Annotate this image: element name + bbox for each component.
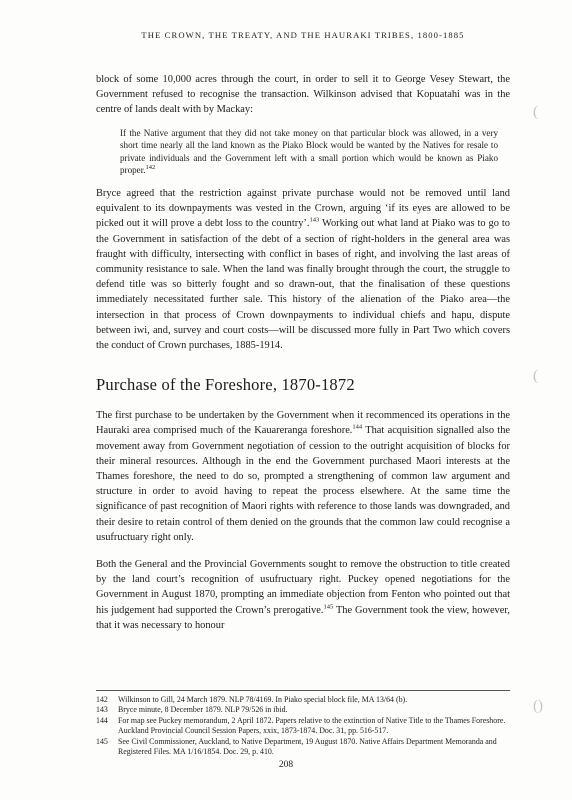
paragraph-3-part-a: The first purchase to be undertaken by the Government when it recommenced its operations in the Hauraki area comprised much of the Kauareranga foreshore. (96, 410, 510, 437)
footnote-ref-145: 145 (323, 603, 334, 611)
footnote (96, 737, 510, 758)
paragraph-2-part-a: Bryce agreed that the restriction against private purchase would not be removed until land equivalent to its downpayments was vested in the Crown, arguing ‘if its eyes are allowed to be picked out it will prove a debt loss to the country’. (96, 187, 510, 230)
footnote-number: 145 (96, 736, 108, 746)
footnote-text: Bryce minute, 8 December 1879. NLP 79/526 in ibid. (118, 705, 288, 715)
running-head: THE CROWN, THE TREATY, AND THE HAURAKI TRIBES, 1800-1885 (141, 30, 465, 40)
footnote-number: 142 (96, 695, 108, 704)
page-body (96, 72, 510, 633)
paragraph-2-part-b: Working out what land at Piako was to go to the Government in satisfaction of the debt of a section of right-holders in the general area was fraught with difficulty, intersecting with conflict in bases of right, and involving the last areas of community resistance to sale. When the land was finally brought through the court, the struggle to defend title was so bitterly fought and so drawn-out, that the finalisation of these questions immediately necessitated further sale. This history of the alienation of the Piako area—the intersection in that process of Crown downpayments to individual chiefs and hapu, dispute between iwi, and, survey and court costs—will be discussed more fully in Part Two which covers the conduct of Crown purchases, 1885-1914. (96, 218, 510, 352)
footnotes (96, 690, 510, 757)
margin-bracket-mark: ( (533, 104, 538, 120)
paragraph-1: block of some 10,000 acres through the court, in order to sell it to George Vesey Stewart, the Government refused to recognise the transaction. Wilkinson advised that Kopuatahi was in the centre of lands dealt with by Mackay: (96, 74, 510, 116)
footnote (96, 705, 510, 715)
section-heading: Purchase of the Foreshore, 1870-1872 (96, 375, 355, 395)
margin-bracket-open: ( (533, 698, 538, 714)
footnote-number: 143 (96, 705, 108, 715)
paragraph-3-part-b: That acquisition signalled also the movement away from Government negotiation of cession to the outright acquisition of blocks for their mineral resources. Although in the end the Government purchased Maori interests at the Thames foreshore, the need to do so, prompted a strengthening of common law argument and structure in order to avoid having to repeat the process elsewhere. At the same time the significance of past recognition of Maori rights with reference to those lands was downgraded, and their desire to retain control of them denied on the grounds that the common law could recognise a usufructuary right only. (96, 425, 510, 543)
paragraph-4-part-a: Both the General and the Provincial Governments sought to remove the obstruction to title created by the land court’s recognition of usufructuary right. Puckey opened negotiations for the Government in August 1870, prompting an immediate objection from Fenton who pointed out that his judgement had supported the Crown’s prerogative. (96, 559, 510, 616)
margin-bracket-mark (533, 698, 543, 715)
margin-bracket-close: ) (538, 698, 543, 714)
footnote-text: Wilkinson to Gill, 24 March 1879. NLP 78/4169. In Piako special block file, MA 13/64 (b). (118, 695, 408, 704)
block-quote (120, 127, 498, 177)
margin-bracket-mark: ( (533, 368, 538, 384)
footnote (96, 695, 510, 705)
footnote-text: For map see Puckey memorandum, 2 April 1872. Papers relative to the extinction of Native Title to the Thames Foreshore. Auckland Provincial Council Session Papers, xxix, 1873-1874. Doc. 31, pp. 516-517. (118, 715, 506, 736)
footnote-ref-144: 144 (352, 423, 363, 431)
footnote-ref-143: 143 (309, 216, 320, 224)
paragraph-4 (96, 557, 510, 633)
footnote-number: 144 (96, 715, 108, 725)
paragraph-3 (96, 408, 510, 545)
footnote-ref-142: 142 (145, 164, 156, 172)
paragraph-2 (96, 186, 510, 353)
footnote-text: See Civil Commissioner, Auckland, to Native Department, 19 August 1870. Native Affairs Department Memoranda and Registered Files. MA 1/16/1854. Doc. 29, p. 410. (118, 736, 497, 757)
page-number: 208 (278, 760, 294, 770)
footnote (96, 716, 510, 737)
paragraph-4-part-b: The Government took the view, however, that it was necessary to honour (96, 604, 511, 631)
quote-text: If the Native argument that they did not take money on that particular block was allowed, in a very short time nearly all the land known as the Piako Block would be wanted by the Natives for resale to private individuals and the Government left with a small portion which would be known as Piako proper. (120, 127, 498, 176)
